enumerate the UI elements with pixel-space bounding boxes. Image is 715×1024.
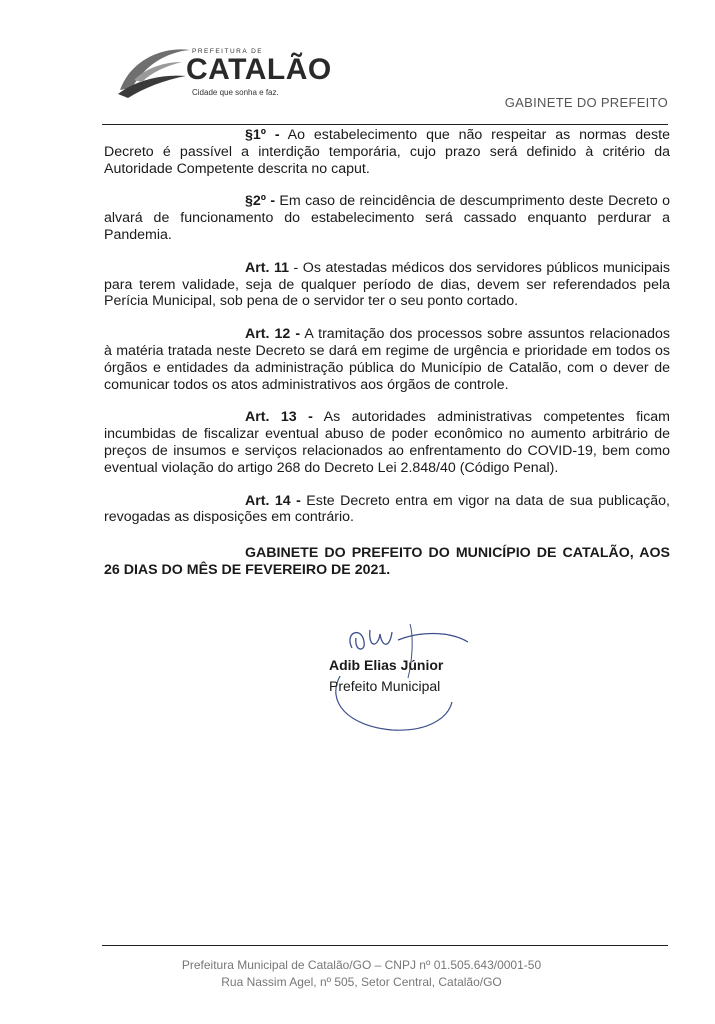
signature-block bbox=[318, 618, 488, 738]
footer-divider bbox=[102, 945, 668, 946]
paragraph-label: Art. 12 - bbox=[245, 326, 301, 343]
document-body bbox=[104, 127, 670, 579]
paragraph-text: - Os atestadas médicos dos servidores públicos municipais para terem validade, seja de qualquer período de dias, devem ser referendados pela Perícia Municipal, sob pena de o servidor ter o seu ponto cortado. bbox=[104, 259, 670, 310]
logo-subtitle: PREFEITURA DE bbox=[192, 48, 264, 55]
footer-line-2: Rua Nassim Agel, nº 505, Setor Central, Catalão/GO bbox=[221, 975, 502, 989]
closing-statement: GABINETE DO PREFEITO DO MUNICÍPIO DE CATALÃO, AOS 26 DIAS DO MÊS DE FEVEREIRO DE 2021. bbox=[104, 545, 670, 579]
paragraph-3 bbox=[104, 260, 670, 310]
paragraph-6 bbox=[104, 493, 670, 527]
catalao-logo bbox=[116, 40, 356, 110]
paragraph-text: A tramitação dos processos sobre assuntos relacionados à matéria tratada neste Decreto se dará em regime de urgência e prioridade em todos os órgãos e entidades da administração pública do Município de Catalão, com o dever de comunicar todos os atos administrativos aos órgãos de controle. bbox=[104, 326, 670, 393]
logo-tagline: Cidade que sonha e faz. bbox=[192, 88, 279, 97]
header-divider bbox=[102, 124, 668, 125]
footer-line-1: Prefeitura Municipal de Catalão/GO – CNPJ nº 01.505.643/0001-50 bbox=[181, 958, 542, 972]
paragraph-5 bbox=[104, 409, 670, 476]
paragraph-1 bbox=[104, 127, 670, 177]
page-header bbox=[0, 0, 715, 130]
paragraph-label: §1º - bbox=[245, 127, 280, 143]
paragraph-2 bbox=[104, 193, 670, 243]
paragraph-text: Este Decreto entra em vigor na data de sua publicação, revogadas as disposições em contrário. bbox=[104, 492, 671, 526]
logo-swoosh-icon bbox=[116, 40, 196, 100]
paragraph-text: Em caso de reincidência de descumprimento deste Decreto o alvará de funcionamento do estabelecimento será cassado enquanto perdurar a Pandemia. bbox=[104, 193, 670, 243]
paragraph-text: As autoridades administrativas competentes ficam incumbidas de fiscalizar eventual abuso de poder econômico no aumento arbitrário de preços de insumos e serviços relacionados ao enfrentamento do COVID-19, bem como eventual violação do artigo 268 do Decreto Lei 2.848/40 (Código Penal). bbox=[104, 409, 671, 476]
paragraph-label: §2º - bbox=[245, 193, 276, 210]
signer-title: Prefeito Municipal bbox=[329, 678, 441, 694]
logo-title: CATALÃO bbox=[186, 53, 332, 86]
signer-name: Adib Elias Júnior bbox=[329, 657, 444, 673]
paragraph-text: Ao estabelecimento que não respeitar as normas deste Decreto é passível a interdição temporária, cujo prazo será definido à critério da Autoridade Competente descrita no caput. bbox=[104, 127, 670, 177]
paragraph-4 bbox=[104, 326, 670, 393]
paragraph-label: Art. 14 - bbox=[245, 492, 301, 509]
page-footer bbox=[0, 957, 715, 991]
office-name: GABINETE DO PREFEITO bbox=[504, 95, 668, 110]
paragraph-label: Art. 13 - bbox=[245, 409, 313, 426]
paragraph-label: Art. 11 bbox=[245, 259, 289, 276]
